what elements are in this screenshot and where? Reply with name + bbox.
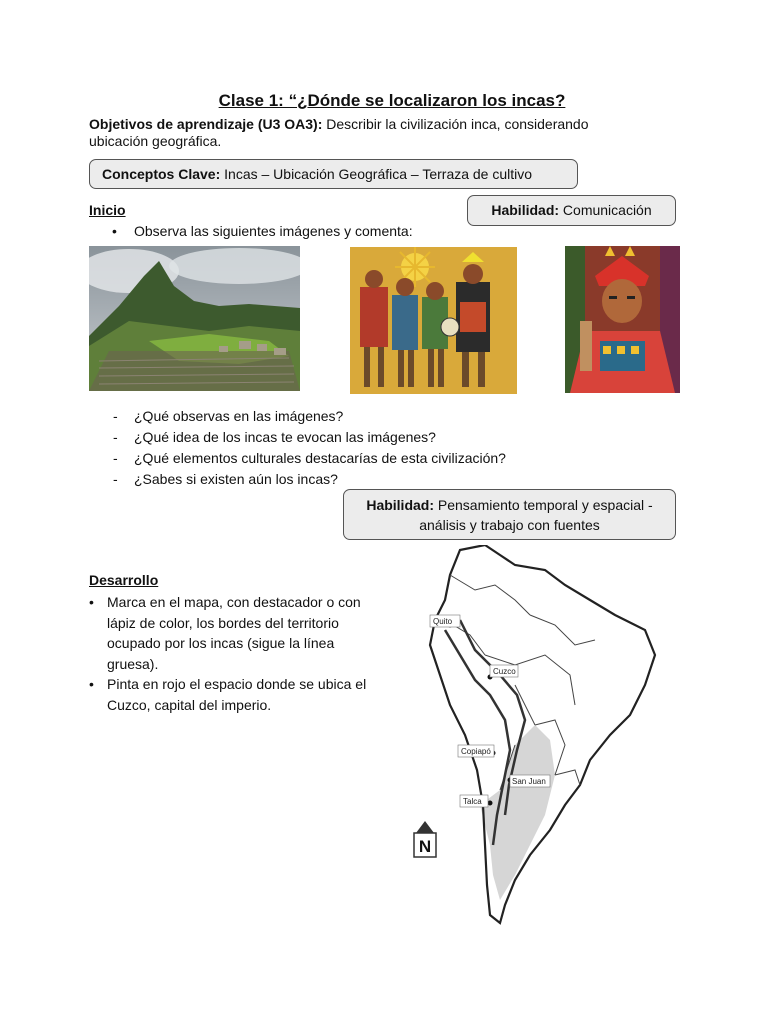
north-label: N	[418, 837, 432, 856]
inicio-heading: Inicio	[89, 202, 126, 218]
desarrollo-instructions	[89, 592, 389, 715]
skill2-text: Pensamiento temporal y espacial - análisis y trabajo con fuentes	[419, 497, 653, 533]
map-label-san-juan: San Juan	[512, 777, 546, 786]
skill-box-communication	[467, 195, 676, 226]
south-america-map	[405, 545, 660, 925]
map-label-cuzco: Cuzco	[493, 667, 516, 676]
skill-label: Habilidad:	[491, 202, 560, 218]
question-item: - ¿Qué elementos culturales destacarías de esta civilización?	[113, 448, 506, 469]
discussion-questions	[113, 406, 506, 490]
machu-picchu-image	[89, 246, 300, 391]
desarrollo-heading: Desarrollo	[89, 572, 159, 588]
desarrollo-item: • Pinta en rojo el espacio donde se ubica el Cuzco, capital del imperio.	[89, 674, 389, 715]
desarrollo-item: • Marca en el mapa, con destacador o con lápiz de color, los bordes del territorio ocupado por los incas (sigue la línea gruesa).	[89, 592, 389, 674]
skill-text: Comunicación	[559, 202, 652, 218]
skill2-label: Habilidad:	[366, 497, 434, 513]
question-item: - ¿Sabes si existen aún los incas?	[113, 469, 506, 490]
map-label-copiapo: Copiapó	[461, 747, 491, 756]
question-item: - ¿Qué idea de los incas te evocan las imágenes?	[113, 427, 506, 448]
skill-box-temporal-spatial	[343, 489, 676, 540]
inca-figures-illustration	[350, 247, 517, 394]
page-title: Clase 1: “¿Dónde se localizaron los incas?	[218, 91, 566, 110]
north-arrow-icon	[414, 821, 436, 857]
map-label-quito: Quito	[433, 617, 453, 626]
objectives-label: Objetivos de aprendizaje (U3 OA3):	[89, 116, 323, 132]
inca-portrait-painting	[565, 246, 680, 393]
question-item: - ¿Qué observas en las imágenes?	[113, 406, 506, 427]
objectives-text: Describir la civilización inca, considerando ubicación geográfica.	[89, 116, 589, 149]
map-label-talca: Talca	[463, 797, 482, 806]
inicio-instruction: • Observa las siguientes imágenes y comenta:	[114, 223, 413, 239]
concepts-text: Incas – Ubicación Geográfica – Terraza de cultivo	[220, 166, 533, 182]
objectives	[89, 116, 649, 150]
concepts-box	[89, 159, 578, 189]
concepts-label: Conceptos Clave:	[102, 166, 221, 182]
